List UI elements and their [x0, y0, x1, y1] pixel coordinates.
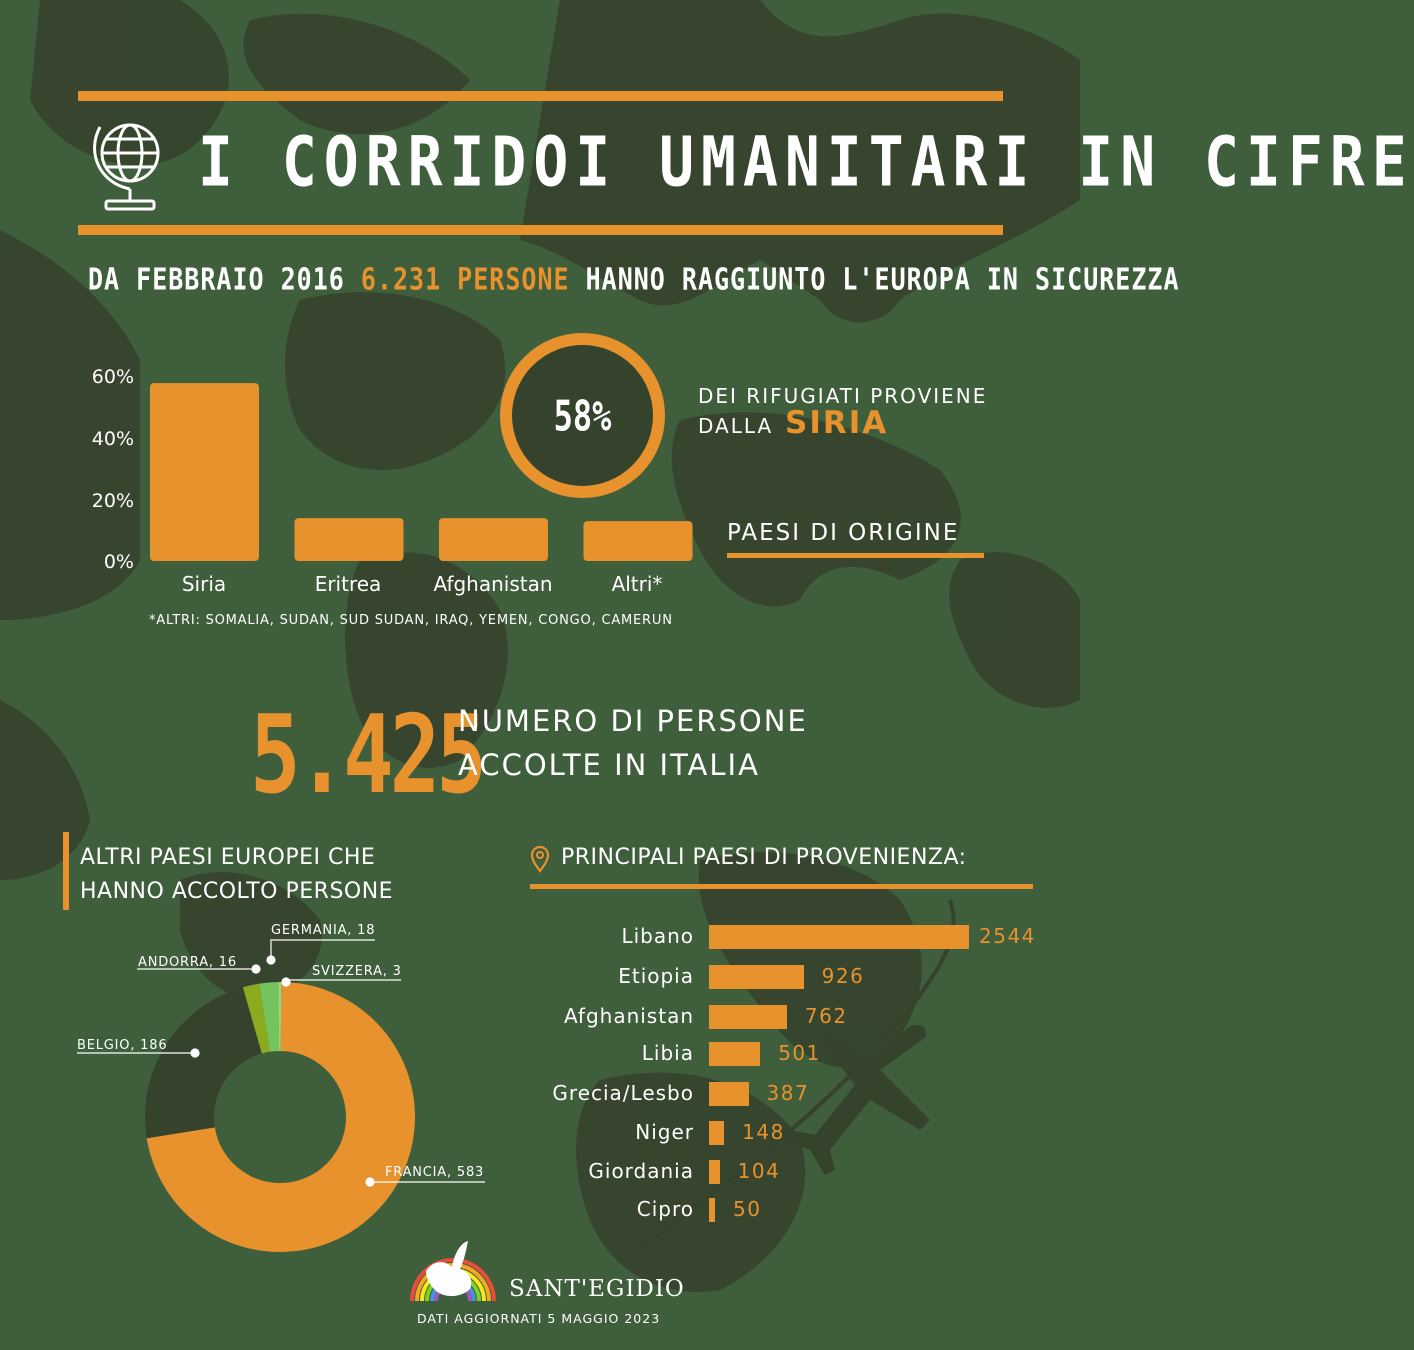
y-tick: 60%	[91, 366, 134, 388]
provenance-bar	[709, 1198, 715, 1222]
origin-bar	[150, 383, 259, 561]
x-label: Afghanistan	[433, 572, 553, 596]
y-tick: 40%	[91, 428, 134, 450]
brand-name: SANT'EGIDIO	[509, 1276, 685, 1302]
y-tick: 20%	[91, 490, 134, 512]
provenance-bar	[709, 1082, 749, 1106]
provenance-label: Cipro	[636, 1197, 694, 1221]
percent-circle	[500, 333, 665, 498]
provenance-value: 104	[737, 1159, 781, 1183]
origin-label: PAESI DI ORIGINE	[727, 520, 960, 546]
provenance-label: Libia	[641, 1041, 694, 1065]
subtitle-highlight: 6.231 PERSONE	[360, 262, 570, 297]
europe-donut-chart	[0, 900, 560, 1250]
italy-caption-line1: NUMERO DI PERSONE	[458, 704, 808, 738]
provenance-underline	[530, 884, 1033, 889]
provenance-label: Afghanistan	[563, 1004, 694, 1028]
map-pin-icon	[530, 845, 550, 873]
provenance-label: Etiopia	[618, 964, 694, 988]
origin-bar-chart	[0, 0, 720, 600]
percent-value: 58%	[553, 390, 612, 441]
pie-label-belgio: BELGIO, 186	[77, 1038, 168, 1053]
subtitle-post: HANNO RAGGIUNTO L'EUROPA IN SICUREZZA	[569, 262, 1180, 297]
europe-heading-accent	[63, 832, 69, 910]
provenance-value: 2544	[979, 924, 1036, 948]
origin-bar	[584, 521, 693, 561]
x-label: Eritrea	[314, 572, 382, 596]
pie-label-francia: FRANCIA, 583	[385, 1165, 485, 1180]
provenance-bar	[709, 925, 969, 949]
provenance-label: Giordania	[588, 1159, 694, 1183]
provenance-bar	[709, 1005, 787, 1029]
provenance-bar	[709, 965, 804, 989]
pie-label-andorra: ANDORRA, 16	[138, 955, 237, 970]
provenance-bar	[709, 1160, 720, 1184]
europe-heading-line2: HANNO ACCOLTO PERSONE	[80, 879, 394, 904]
origin-label-underline	[727, 553, 984, 558]
provenance-value: 762	[804, 1004, 848, 1028]
highlight-line2-highlight: SIRIA	[785, 405, 889, 441]
provenance-value: 50	[733, 1197, 762, 1221]
origin-bar	[439, 518, 548, 561]
origin-bar	[295, 518, 404, 561]
pie-label-germania: GERMANIA, 18	[271, 923, 376, 938]
donut-leaders	[77, 940, 485, 1186]
provenance-label: Niger	[635, 1120, 694, 1144]
y-tick: 0%	[103, 551, 134, 573]
provenance-label: Libano	[621, 924, 694, 948]
provenance-label: Grecia/Lesbo	[552, 1081, 694, 1105]
subtitle-pre: DA FEBBRAIO 2016	[88, 262, 361, 297]
provenance-heading: PRINCIPALI PAESI DI PROVENIENZA:	[561, 845, 967, 870]
donut-slice	[145, 987, 262, 1138]
footnote: *ALTRI: SOMALIA, SUDAN, SUD SUDAN, IRAQ, YEMEN, CONGO, CAMERUN	[149, 613, 673, 628]
pie-label-svizzera: SVIZZERA, 3	[312, 964, 402, 979]
provenance-bar	[709, 1121, 724, 1145]
italy-number: 5.425	[250, 692, 483, 818]
page-title: I CORRIDOI UMANITARI IN CIFRE	[198, 122, 1414, 203]
europe-heading-line1: ALTRI PAESI EUROPEI CHE	[80, 845, 376, 870]
highlight-line2-pre: DALLA	[698, 414, 774, 438]
provenance-value: 501	[778, 1041, 821, 1065]
updated-date: DATI AGGIORNATI 5 MAGGIO 2023	[417, 1311, 661, 1326]
santegidio-logo	[408, 1237, 498, 1303]
x-label: Altri*	[611, 572, 663, 596]
highlight-line1: DEI RIFUGIATI PROVIENE	[698, 384, 988, 408]
provenance-value: 387	[766, 1081, 810, 1105]
provenance-value: 148	[742, 1120, 785, 1144]
provenance-bar	[709, 1042, 760, 1066]
italy-caption-line2: ACCOLTE IN ITALIA	[458, 748, 760, 782]
provenance-value: 926	[821, 964, 865, 988]
x-label: Siria	[181, 572, 227, 596]
